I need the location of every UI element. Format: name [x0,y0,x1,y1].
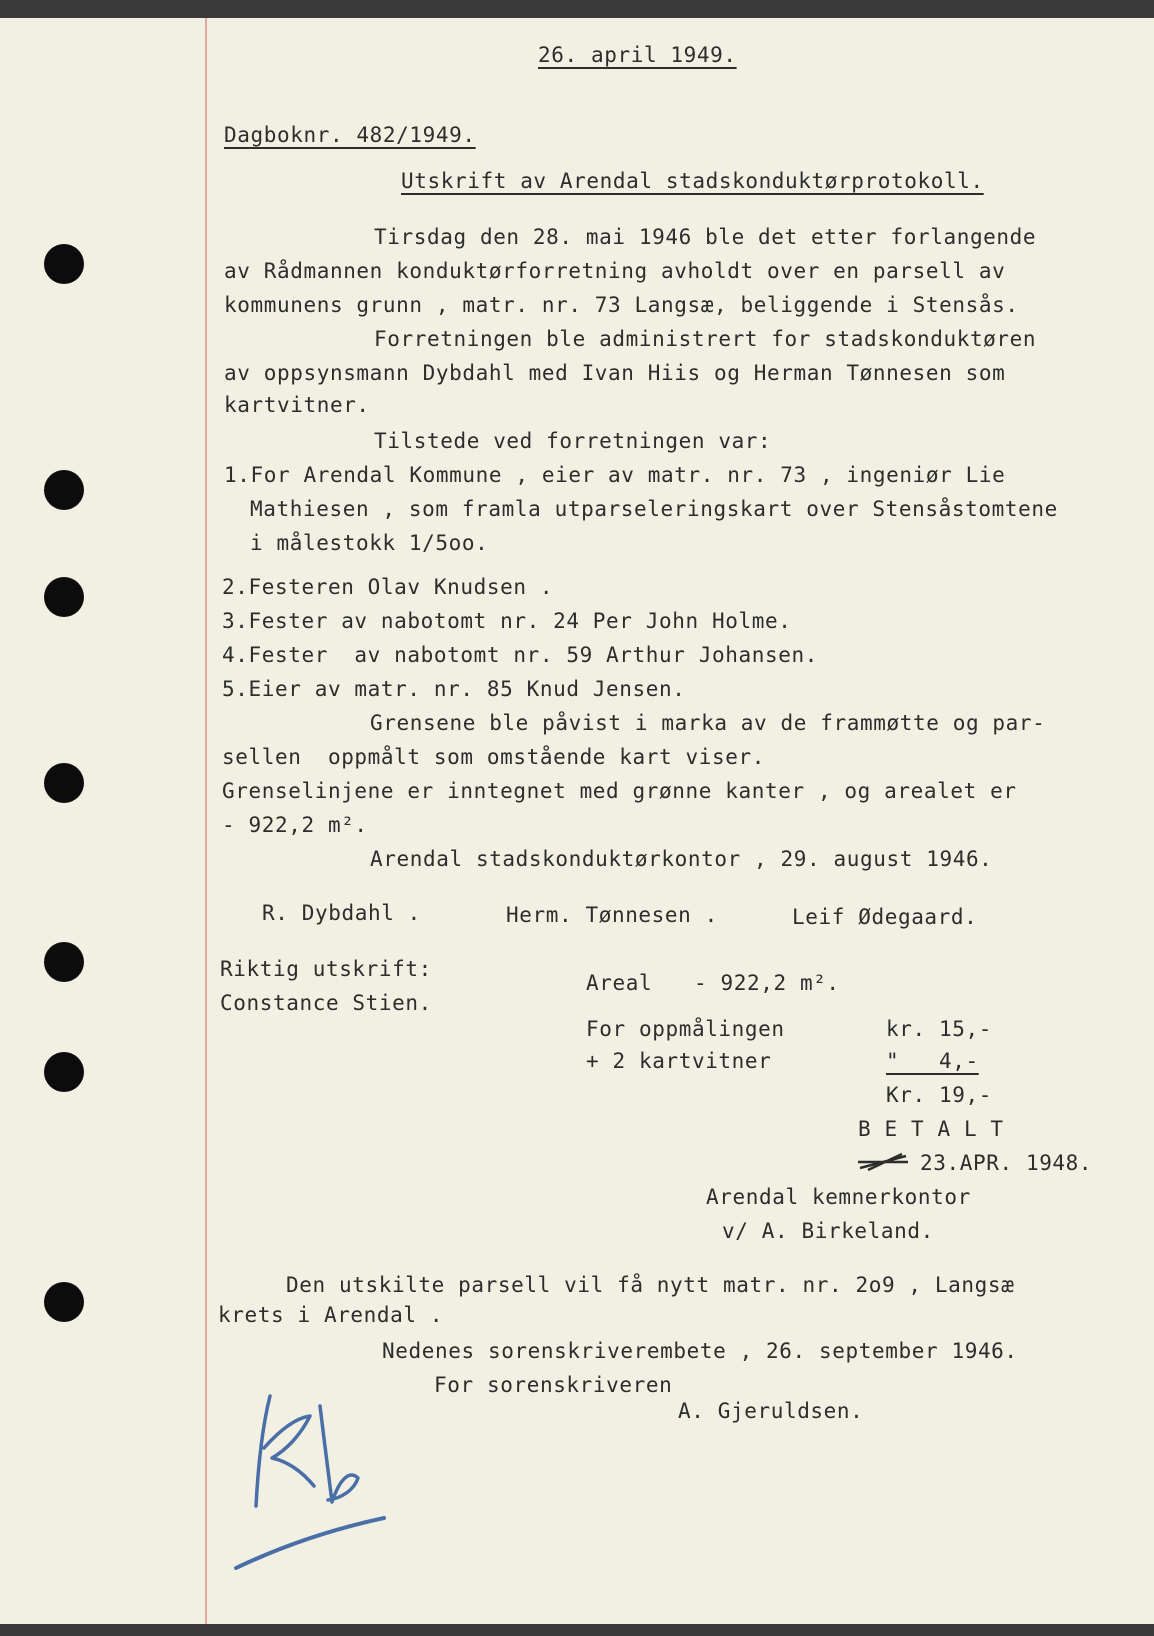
areal-label: Areal [586,971,653,995]
struck-out-mark [854,1148,912,1178]
signature-odegaard: Leif Ødegaard. [792,905,978,929]
body-line: 2.Festeren Olav Knudsen . [222,575,554,599]
stamp-status: B E T A L T [858,1117,1004,1141]
certification-name: Constance Stien. [220,991,432,1015]
areal-value: - 922,2 m². [694,971,840,995]
certification-label: Riktig utskrift: [220,957,432,981]
fee-total: Kr. 19,- [886,1083,992,1107]
body-line: 3.Fester av nabotomt nr. 24 Per John Holme. [222,609,792,633]
body-line: 4.Fester av nabotomt nr. 59 Arthur Johansen. [222,643,818,667]
body-line: Grenselinjene er inntegnet med grønne kanter , og arealet er [222,779,1017,803]
stamp-office: Arendal kemnerkontor [706,1185,971,1209]
registration-line: Nedenes sorenskriverembete , 26. september 1946. [382,1339,1018,1363]
body-line: Tilstede ved forretningen var: [374,429,772,453]
registration-line: krets i Arendal . [218,1303,444,1327]
punch-hole [44,1282,84,1322]
punch-hole [44,470,84,510]
document-page [0,18,1154,1624]
registration-line: Den utskilte parsell vil få nytt matr. nr. 2o9 , Langsæ [286,1273,1015,1297]
document-title: Utskrift av Arendal stadskonduktørprotokoll. [401,169,984,193]
stamp-signatory: v/ A. Birkeland. [722,1219,934,1243]
body-line: i målestokk 1/5oo. [250,531,489,555]
fee-item-label: + 2 kartvitner [586,1049,772,1073]
stamp-date: 23.APR. 1948. [920,1151,1093,1175]
body-line: 1.For Arendal Kommune , eier av matr. nr. 73 , ingeniør Lie [224,463,1006,487]
body-line: av oppsynsmann Dybdahl med Ivan Hiis og Herman Tønnesen som [224,361,1006,385]
body-line: Grensene ble påvist i marka av de frammøtte og par- [370,711,1046,735]
body-line: Arendal stadskonduktørkontor , 29. august 1946. [370,847,993,871]
fee-item-label: For oppmålingen [586,1017,785,1041]
punch-hole [44,1052,84,1092]
registrar-signature: A. Gjeruldsen. [678,1399,864,1423]
body-line: - 922,2 m². [222,813,368,837]
journal-number: Dagboknr. 482/1949. [224,123,476,147]
punch-hole [44,942,84,982]
body-line: 5.Eier av matr. nr. 85 Knud Jensen. [222,677,686,701]
fee-item-value: " 4,- [886,1049,979,1073]
signature-dybdahl: R. Dybdahl . [262,901,421,925]
header-date: 26. april 1949. [538,43,737,67]
body-line: Mathiesen , som framla utparseleringskart over Stensåstomtene [250,497,1058,521]
signature-tonnesen: Herm. Tønnesen . [506,903,718,927]
punch-hole [44,577,84,617]
punch-hole [44,244,84,284]
handwritten-initials [228,1378,398,1578]
margin-rule [205,18,207,1624]
registration-line: For sorenskriveren [434,1373,673,1397]
body-line: kartvitner. [224,393,370,417]
body-line: av Rådmannen konduktørforretning avholdt over en parsell av [224,259,1006,283]
fee-item-value: kr. 15,- [886,1017,992,1041]
body-line: sellen oppmålt som omstående kart viser. [222,745,765,769]
body-line: Tirsdag den 28. mai 1946 ble det etter forlangende [374,225,1037,249]
body-line: Forretningen ble administrert for stadskonduktøren [374,327,1037,351]
body-line: kommunens grunn , matr. nr. 73 Langsæ, beliggende i Stensås. [224,293,1019,317]
punch-hole [44,763,84,803]
